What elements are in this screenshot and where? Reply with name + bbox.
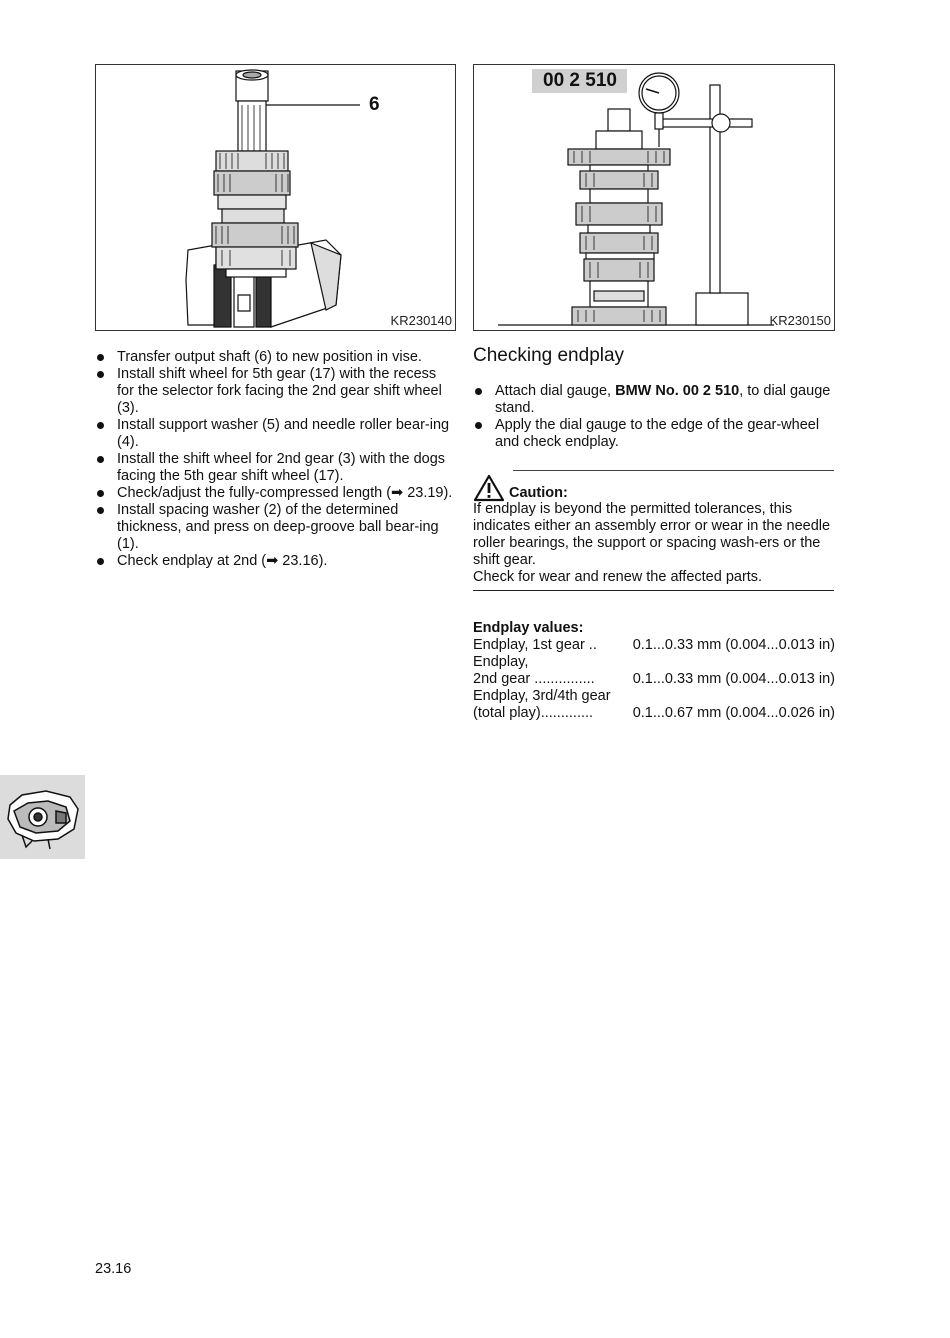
list-item: Check/adjust the fully-compressed length (➡ 23.19). [95,485,457,502]
caution-title: Caution: [509,485,568,501]
list-item: Check endplay at 2nd (➡ 23.16). [95,553,457,570]
tool-number-label: 00 2 510 [532,69,627,93]
figure-code: KR230150 [769,313,831,328]
step-text: , to dial gauge stand. [495,383,831,416]
endplay-value: 0.1...0.33 mm (0.004...0.013 in) [632,637,835,653]
callout-number: 6 [369,94,380,115]
caution-body [473,501,834,586]
section-tab [0,775,85,859]
section-heading: Checking endplay [473,345,625,366]
list-item: Install the shift wheel for 2nd gear (3) with the dogs facing the 5th gear shift wheel (17). [95,451,457,485]
divider [513,470,834,471]
gearbox-icon [0,775,85,859]
endplay-label: Endplay, [473,654,529,670]
endplay-title: Endplay values: [473,620,584,636]
endplay-label: 2nd gear ............... [473,671,595,687]
endplay-values [473,620,835,722]
dial-gauge-illustration [474,65,834,330]
page-number: 23.16 [95,1261,132,1277]
tool-number: BMW No. 00 2 510 [615,383,740,399]
assembly-steps-list [95,349,457,570]
list-item: Apply the dial gauge to the edge of the gear-wheel and check endplay. [473,417,835,451]
caution-text: If endplay is beyond the permitted tolerances, this indicates either an assembly error or wear in the needle roller bearings, the support or spacing wash-ers or the shift gear. [473,501,831,568]
list-item: Install shift wheel for 5th gear (17) with the recess for the selector fork facing the 2nd gear shift wheel (3). [95,366,457,417]
step-text: Attach dial gauge, [495,383,616,399]
endplay-label: Endplay, 3rd/4th gear [473,688,611,704]
list-item: Install support washer (5) and needle roller bear-ing (4). [95,417,457,451]
endplay-row [473,671,835,688]
output-shaft-illustration [96,65,455,330]
figure-output-shaft-in-vise [95,64,456,331]
figure-code: KR230140 [390,313,452,328]
endplay-steps-list [473,383,835,451]
caution-header [473,472,568,502]
list-item: Install spacing washer (2) of the determined thickness, and press on deep-groove ball bear-ing (1). [95,502,457,553]
endplay-label: Endplay, 1st gear .. [473,637,597,653]
list-item: Transfer output shaft (6) to new position in vise. [95,349,457,366]
list-item [473,383,835,417]
endplay-row [473,637,835,654]
endplay-label: (total play)............. [473,705,594,721]
warning-triangle-icon [473,474,505,502]
caution-action: Check for wear and renew the affected parts. [473,569,763,585]
divider [473,590,834,591]
endplay-value: 0.1...0.67 mm (0.004...0.026 in) [632,705,835,721]
endplay-row [473,705,835,722]
figure-dial-gauge-setup [473,64,835,331]
endplay-value: 0.1...0.33 mm (0.004...0.013 in) [632,671,835,687]
